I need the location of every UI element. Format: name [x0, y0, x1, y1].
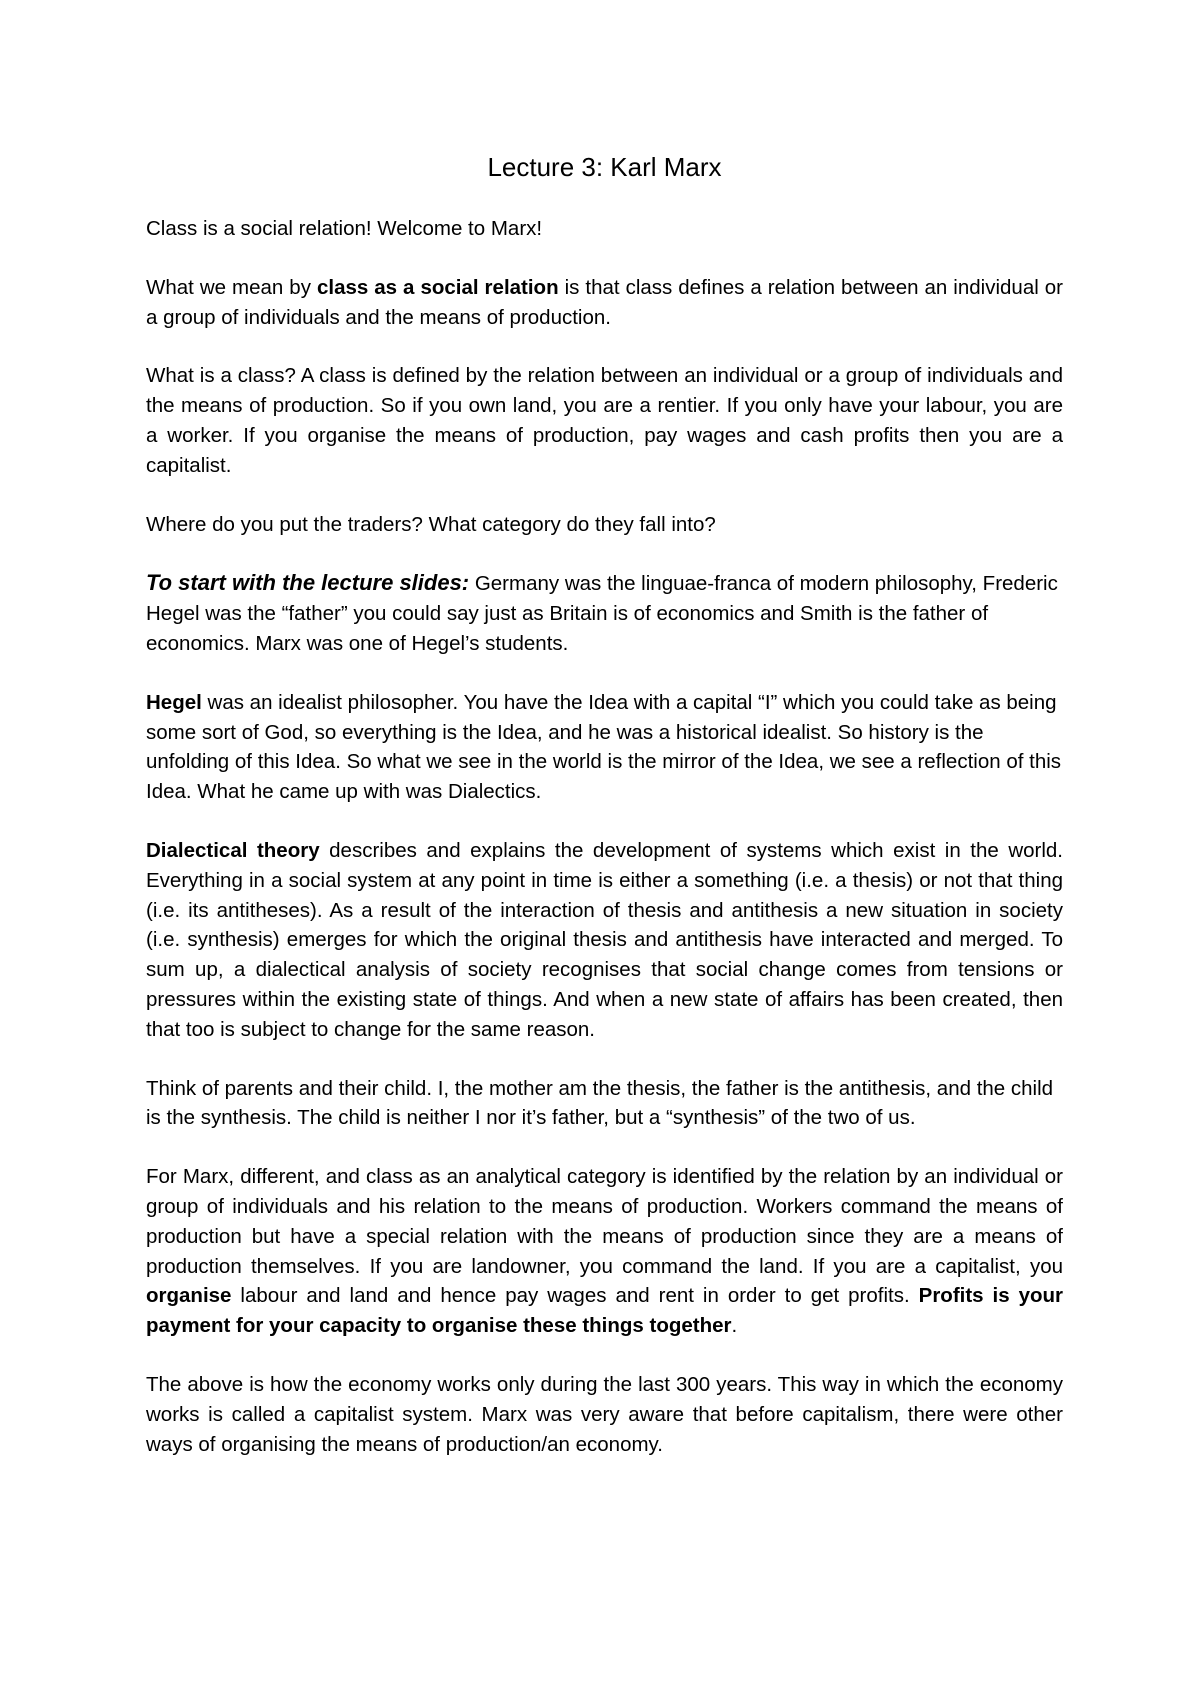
paragraph-parents-child: Think of parents and their child. I, the mother am the thesis, the father is the antithesis, and the child is the synthesis. The child is neither I nor it’s father, but a “synthesis” of the two of us.: [146, 1076, 1054, 1130]
bold-term: class as a social relation: [316, 275, 559, 299]
bold-sentence: Profits is your payment for your capacity to organise these things together: [146, 1284, 1064, 1338]
paragraph-traders: Where do you put the traders? What category do they fall into?: [146, 512, 716, 536]
bold-term: organise: [146, 1284, 232, 1308]
text: labour and land and hence pay wages and rent in order to get profits.: [231, 1284, 919, 1308]
text: describes and explains the development of systems which exist in the world. Everything in a social system at any point in time is either a something (i.e. a thesis) or not that thing (i.e. its antitheses). As a result of the interaction of thesis and antithesis a new situation in society (i.e. synthesis) emerges for which the original thesis and antithesis have interacted and merged. To sum up, a dialectical analysis of society recognises that social change comes from tensions or pressures within the existing state of things. And when a new state of affairs has been created, then that too is subject to change for the same reason.: [146, 838, 1063, 1041]
paragraph-intro: Class is a social relation! Welcome to Marx!: [146, 217, 543, 240]
page-title: Lecture 3: Karl Marx: [487, 152, 722, 182]
text: What we mean by: [146, 275, 317, 299]
text: For Marx, different, and class as an analytical category is identified by the relation by an individual or group of individuals and his relation to the means of production. Workers command the means of production but have a special relation with the means of production since they are a means of production themselves. If you are landowner, you command the land. If you are a capitalist, you: [146, 1165, 1063, 1278]
text: was an idealist philosopher. You have the Idea with a capital “I” which you could take as being some sort of God, so everything is the Idea, and he was a historical idealist. So history is the unfolding of this Idea. So what we see in the world is the mirror of the Idea, we see a reflection of this Idea. What he came up with was Dialectics.: [146, 690, 1062, 804]
paragraph-lecture-slides: [146, 568, 1063, 658]
bold-term: Dialectical theory: [146, 838, 320, 862]
text: is that class defines a relation between an individual or a group of individuals and the means of production.: [146, 275, 1063, 329]
italic-lead: To start with the lecture slides:: [146, 570, 470, 596]
text: Germany was the linguae-franca of modern philosophy, Frederic Hegel was the “father” you could say just as Britain is of economics and Smith is the father of economics. Marx was one of Hegel’s students.: [146, 572, 1058, 655]
paragraph-dialectical-theory: [146, 836, 1063, 1045]
paragraph-class-relation: [146, 273, 1063, 333]
document-page: [146, 150, 1063, 1488]
paragraph-for-marx: [146, 1162, 1063, 1341]
paragraph-hegel: [146, 688, 1063, 807]
bold-term: Hegel: [146, 690, 202, 714]
paragraph-what-is-class: What is a class? A class is defined by the relation between an individual or a group of individuals and the means of production. So if you own land, you are a rentier. If you only have your labour, you are a worker. If you organise the means of production, pay wages and cash profits then you are a capitalist.: [146, 364, 1063, 477]
paragraph-capitalist-system: The above is how the economy works only during the last 300 years. This way in which the economy works is called a capitalist system. Marx was very aware that before capitalism, there were other ways of organising the means of production/an economy.: [146, 1372, 1063, 1456]
text: .: [731, 1314, 738, 1338]
